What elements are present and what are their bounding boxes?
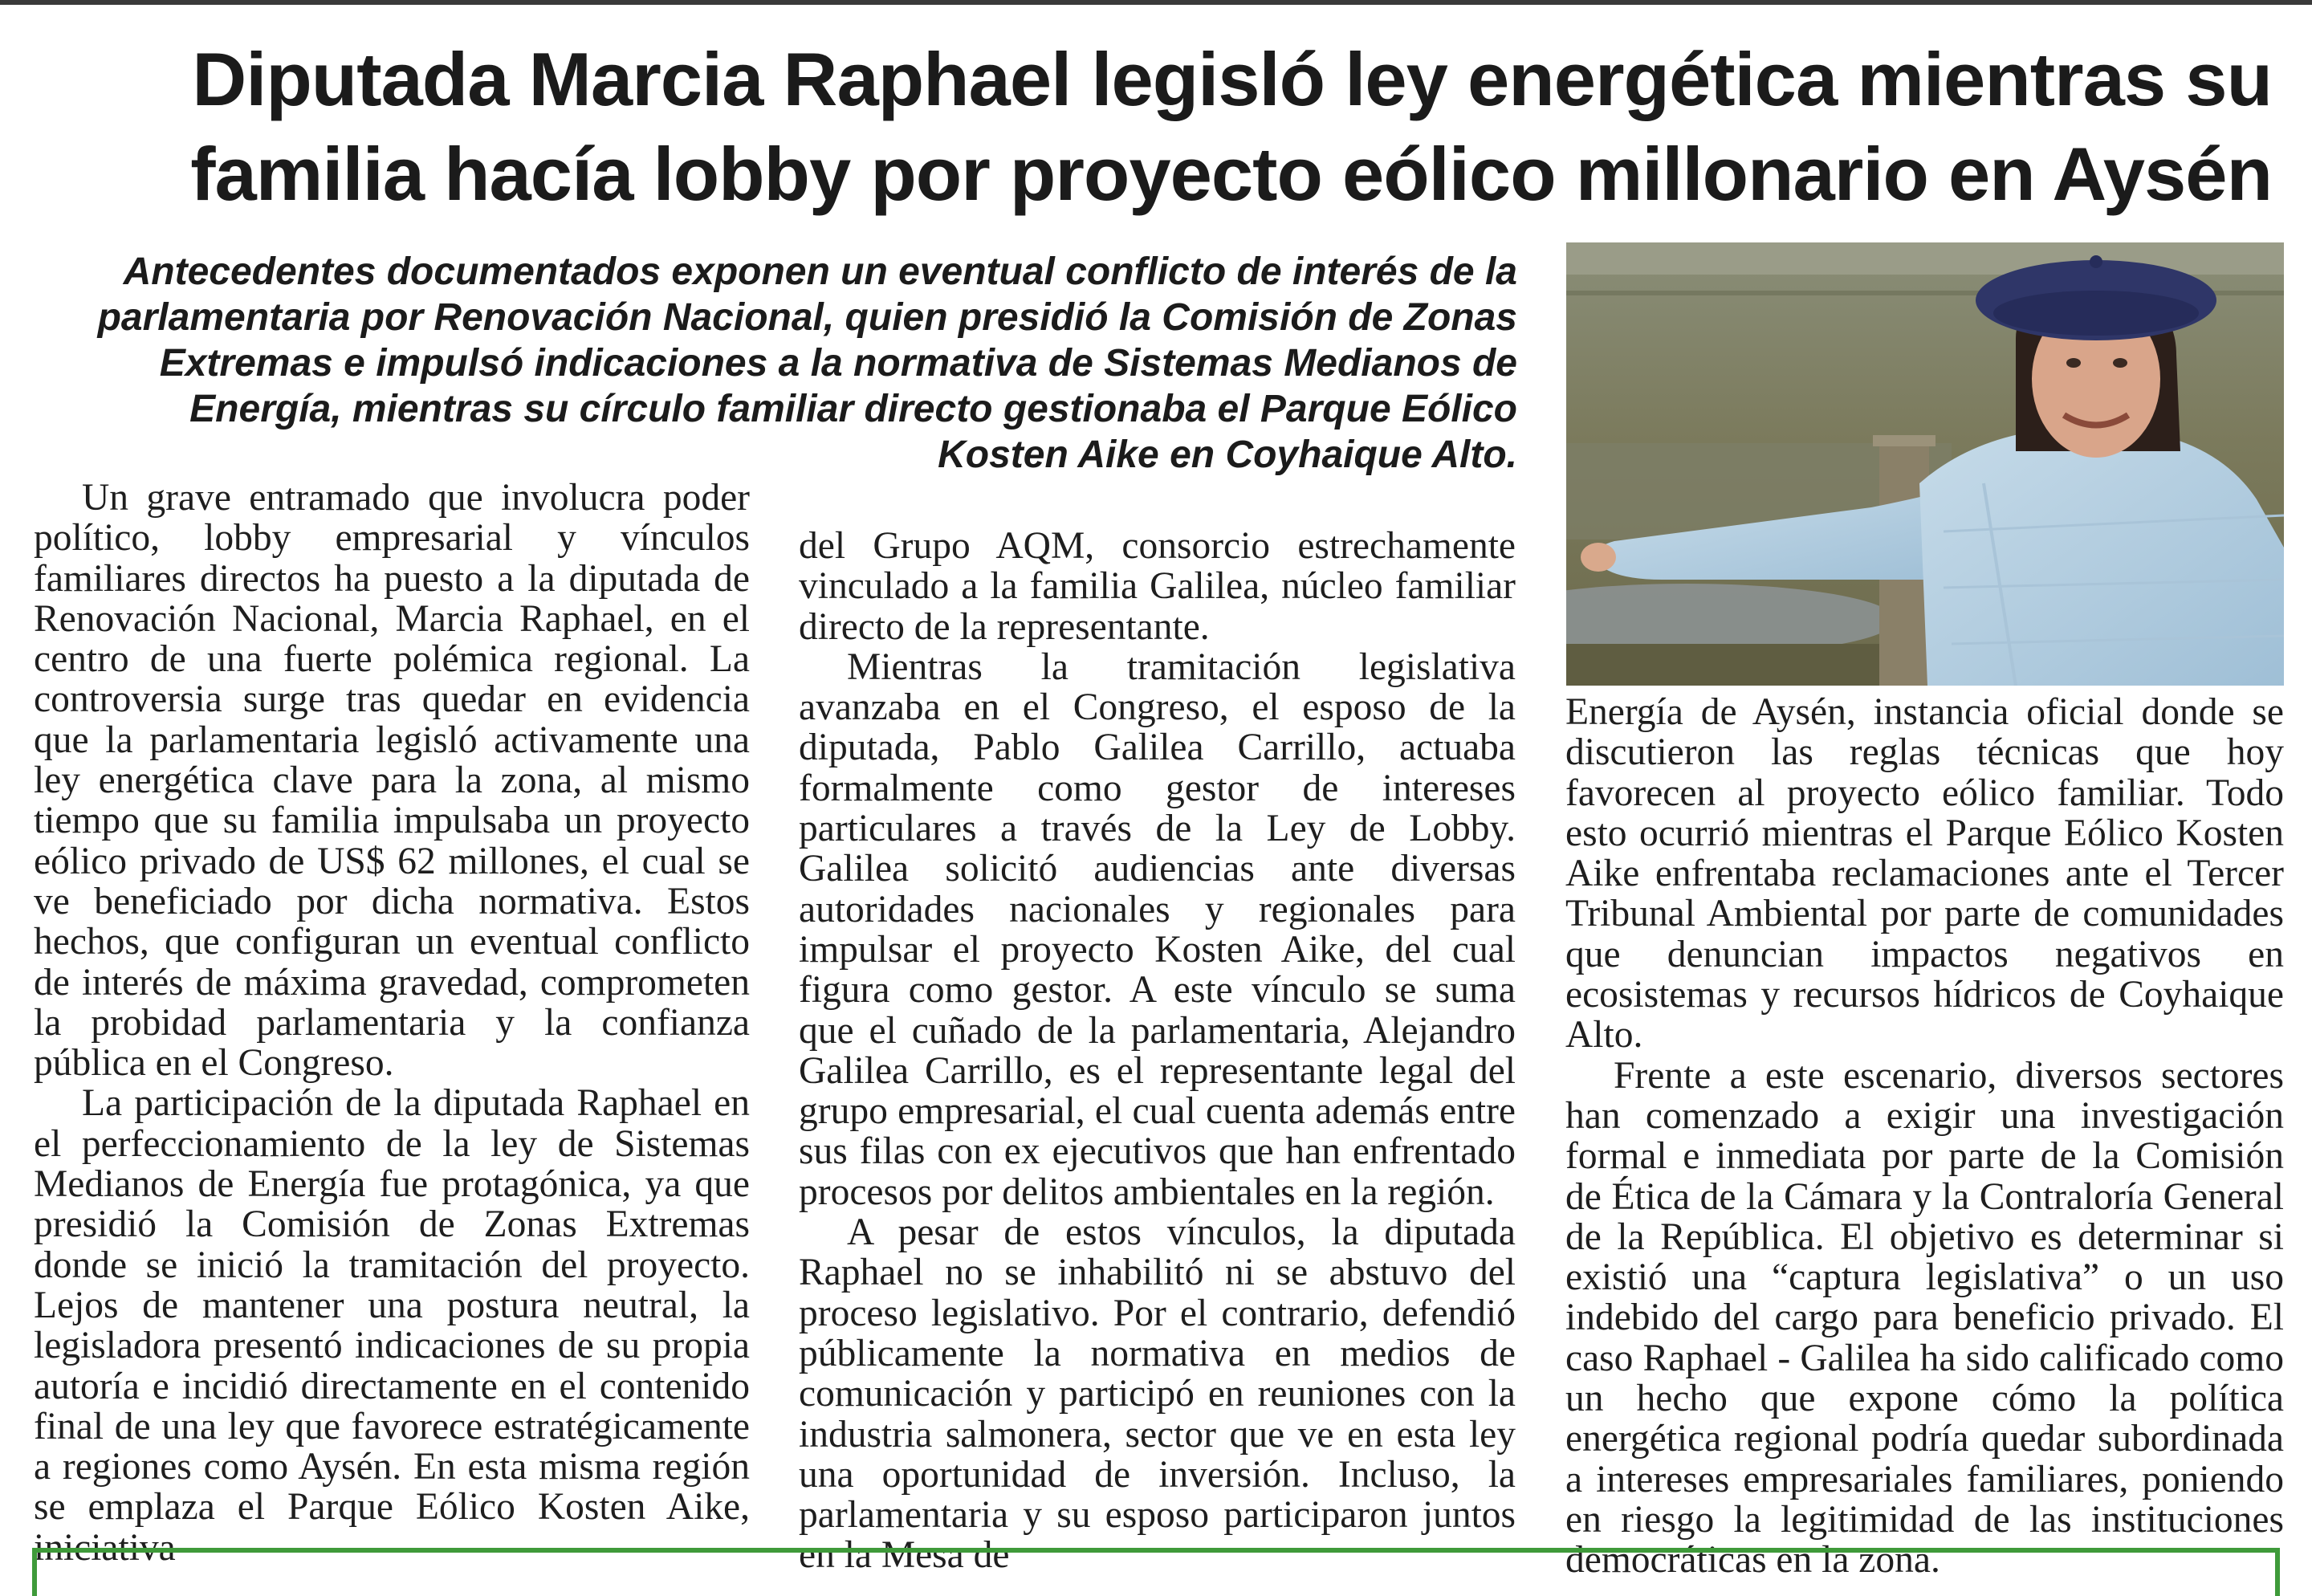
paragraph: La participación de la diputada Raphael en el perfeccionamiento de la ley de Sistemas Medianos de Energía fue protagónica, ya que presidió la Comisión de Zonas Extremas donde se inició la tramitación del proyecto. Lejos de mantener una postura neutral, la legisladora presentó indicaciones de su propia autoría e incidió directamente en el contenido final de una ley que favorece estratégicamente a regiones como Aysén. En esta misma región se emplaza el Parque Eólico Kosten Aike, iniciativa (34, 1082, 750, 1569)
article-photo (1566, 242, 2284, 686)
paragraph: Mientras la tramitación legislativa avanzaba en el Congreso, el esposo de la diputada, Pablo Galilea Carrillo, actuaba formalmente como gestor de intereses particulares a través de la Ley de Lobby. Galilea solicitó audiencias ante diversas autoridades nacionales y regionales para impulsar el proyecto Kosten Aike, del cual figura como gestor. A este vínculo se suma que el cuñado de la parlamentaria, Alejandro Galilea Carrillo, es el representante legal del grupo empresarial, el cual cuenta además entre sus filas con ex ejecutivos que han enfrentado procesos por delitos ambientales en la región. (799, 645, 1516, 1213)
woman-portrait-image (1566, 242, 2284, 686)
article-column-2 (799, 525, 1516, 1577)
article-column-1 (34, 477, 750, 1569)
paragraph: Un grave entramado que involucra poder político, lobby empresarial y vínculos familiares directos ha puesto a la diputada de Renovación Nacional, Marcia Raphael, en el centro de una fuerte polémica regional. La controversia surge tras quedar en evidencia que la parlamentaria legisló activamente una ley energética clave para la zona, al mismo tiempo que su familia impulsaba un proyecto eólico privado de US$ 62 millones, el cual se ve beneficiado por dicha normativa. Estos hechos, que configuran un eventual conflicto de interés de máxima gravedad, comprometen la probidad parlamentaria y la confianza pública en el Congreso. (34, 477, 750, 1085)
next-article-box (32, 1548, 2280, 1596)
article-subheadline: Antecedentes documentados exponen un eventual conflicto de interés de la parlamentaria por Renovación Nacional, quien presidió la Comisión de Zonas Extremas e impulsó indicaciones a la normativa de Sistemas Medianos de Energía, mientras su círculo familiar directo gestionaba el Parque Eólico Kosten Aike en Coyhaique Alto. (97, 250, 1517, 476)
paragraph: Frente a este escenario, diversos sectores han comenzado a exigir una investigación formal e inmediata por parte de la Comisión de Ética de la Cámara y la Contraloría General de la República. El objetivo es determinar si existió una “captura legislativa” o un uso indebido del cargo para beneficio privado. El caso Raphael - Galilea ha sido calificado como un hecho que expone cómo la política energética regional podría quedar subordinada a intereses empresariales familiares, poniendo en riesgo la legitimidad de las instituciones democráticas en la zona. (1565, 1054, 2284, 1582)
top-rule (0, 0, 2312, 5)
article-column-3 (1565, 691, 2284, 1582)
article-headline: Diputada Marcia Raphael legisló ley energética mientras su familia hacía lobby por proyecto eólico millonario en Aysén (190, 37, 2272, 216)
paragraph: Energía de Aysén, instancia oficial donde se discutieron las reglas técnicas que hoy favorecen al proyecto eólico familiar. Todo esto ocurrió mientras el Parque Eólico Kosten Aike enfrentaba reclamaciones ante el Tercer Tribunal Ambiental por parte de comunidades que denuncian impactos negativos en ecosistemas y recursos hídricos de Coyhaique Alto. (1565, 691, 2284, 1057)
paragraph: del Grupo AQM, consorcio estrechamente vinculado a la familia Galilea, núcleo familiar directo de la representante. (799, 525, 1516, 648)
paragraph: A pesar de estos vínculos, la diputada Raphael no se inhabilitó ni se abstuvo del proceso legislativo. Por el contrario, defendió públicamente la normativa en medios de comunicación y participó en reuniones con la industria salmonera, sector que ve en esta ley una oportunidad de inversión. Incluso, la parlamentaria y su esposo participaron juntos en la Mesa de (799, 1211, 1516, 1577)
